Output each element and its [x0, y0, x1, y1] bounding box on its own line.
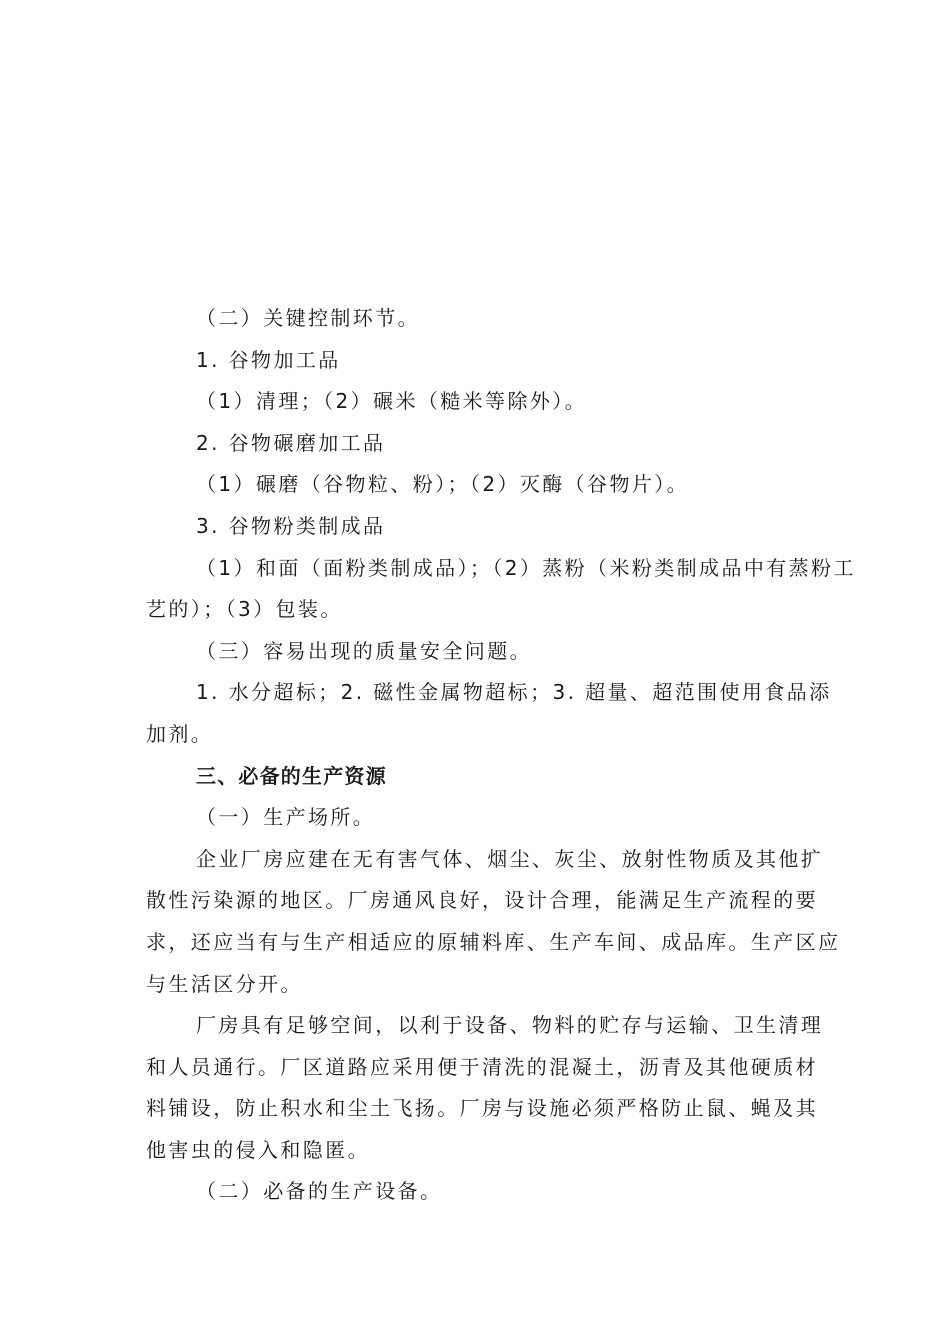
item-heading-grain-flour: 3. 谷物粉类制成品	[196, 513, 386, 538]
paragraph-line: 散性污染源的地区。厂房通风良好，设计合理，能满足生产流程的要	[146, 888, 818, 913]
paragraph-line: 艺的）；（3）包装。	[146, 597, 343, 622]
subsection-heading-production-equipment: （二）必备的生产设备。	[196, 1179, 443, 1204]
paragraph-line: （1）清理；（2）碾米（糙米等除外）。	[196, 389, 588, 414]
paragraph-line: 他害虫的侵入和隐匿。	[146, 1137, 370, 1162]
paragraph-line: 加剂。	[146, 721, 214, 746]
section-heading-production-resources: 三、必备的生产资源	[196, 763, 387, 788]
subsection-heading-key-control: （二）关键控制环节。	[196, 306, 420, 330]
item-heading-grain-products: 1. 谷物加工品	[196, 347, 341, 372]
paragraph-line: 料铺设，防止积水和尘土飞扬。厂房与设施必须严格防止鼠、蝇及其	[146, 1096, 818, 1121]
item-heading-milled-grain: 2. 谷物碾磨加工品	[196, 430, 386, 455]
paragraph-line: 与生活区分开。	[146, 971, 303, 996]
paragraph-line: （1）和面（面粉类制成品）；（2）蒸粉（米粉类制成品中有蒸粉工	[196, 555, 856, 580]
document-page	[146, 298, 856, 1213]
paragraph-line: 求，还应当有与生产相适应的原辅料库、生产车间、成品库。生产区应	[146, 929, 841, 954]
paragraph-line: 企业厂房应建在无有害气体、烟尘、灰尘、放射性物质及其他扩	[196, 846, 824, 871]
paragraph-line: （1）碾磨（谷物粒、粉）；（2）灭酶（谷物片）。	[196, 472, 690, 497]
subsection-heading-production-site: （一）生产场所。	[196, 805, 376, 830]
paragraph-line: 1. 水分超标；2. 磁性金属物超标；3. 超量、超范围使用食品添	[196, 680, 832, 705]
subsection-heading-quality-issues: （三）容易出现的质量安全问题。	[196, 638, 532, 663]
paragraph-line: 和人员通行。厂区道路应采用便于清洗的混凝土，沥青及其他硬质材	[146, 1054, 818, 1079]
paragraph-line: 厂房具有足够空间，以利于设备、物料的贮存与运输、卫生清理	[196, 1013, 824, 1038]
